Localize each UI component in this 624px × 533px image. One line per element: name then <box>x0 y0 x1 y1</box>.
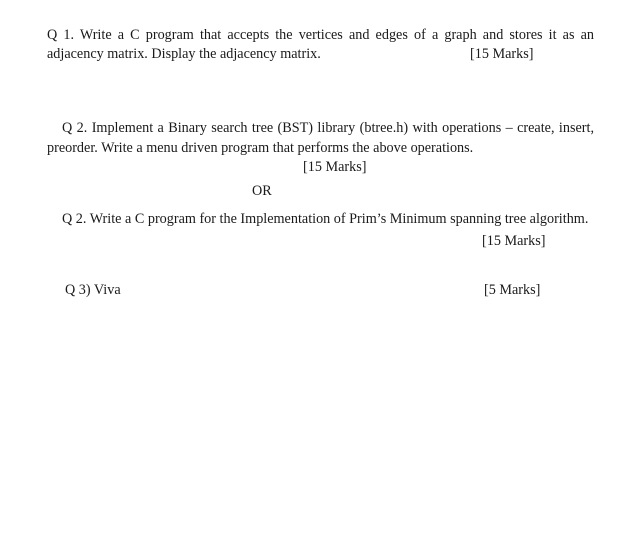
question-2a-marks: [15 Marks] <box>303 159 367 175</box>
question-1-line-1: Q 1. Write a C program that accepts the vertices and edges of a graph and stores it as an <box>47 27 594 43</box>
question-2a-line-1: Q 2. Implement a Binary search tree (BST) library (btree.h) with operations – create, insert, <box>62 120 594 136</box>
question-3-label: Q 3) Viva <box>65 282 121 298</box>
question-2b-marks: [15 Marks] <box>482 233 546 249</box>
question-2b-line-1: Q 2. Write a C program for the Implementation of Prim’s Minimum spanning tree algorithm. <box>62 211 589 227</box>
question-2a-line-2: preorder. Write a menu driven program that performs the above operations. <box>47 140 474 156</box>
question-1-line-2: adjacency matrix. Display the adjacency matrix. <box>47 46 321 62</box>
question-3-marks: [5 Marks] <box>484 282 541 298</box>
or-separator: OR <box>252 183 272 199</box>
question-1-marks: [15 Marks] <box>470 46 534 62</box>
